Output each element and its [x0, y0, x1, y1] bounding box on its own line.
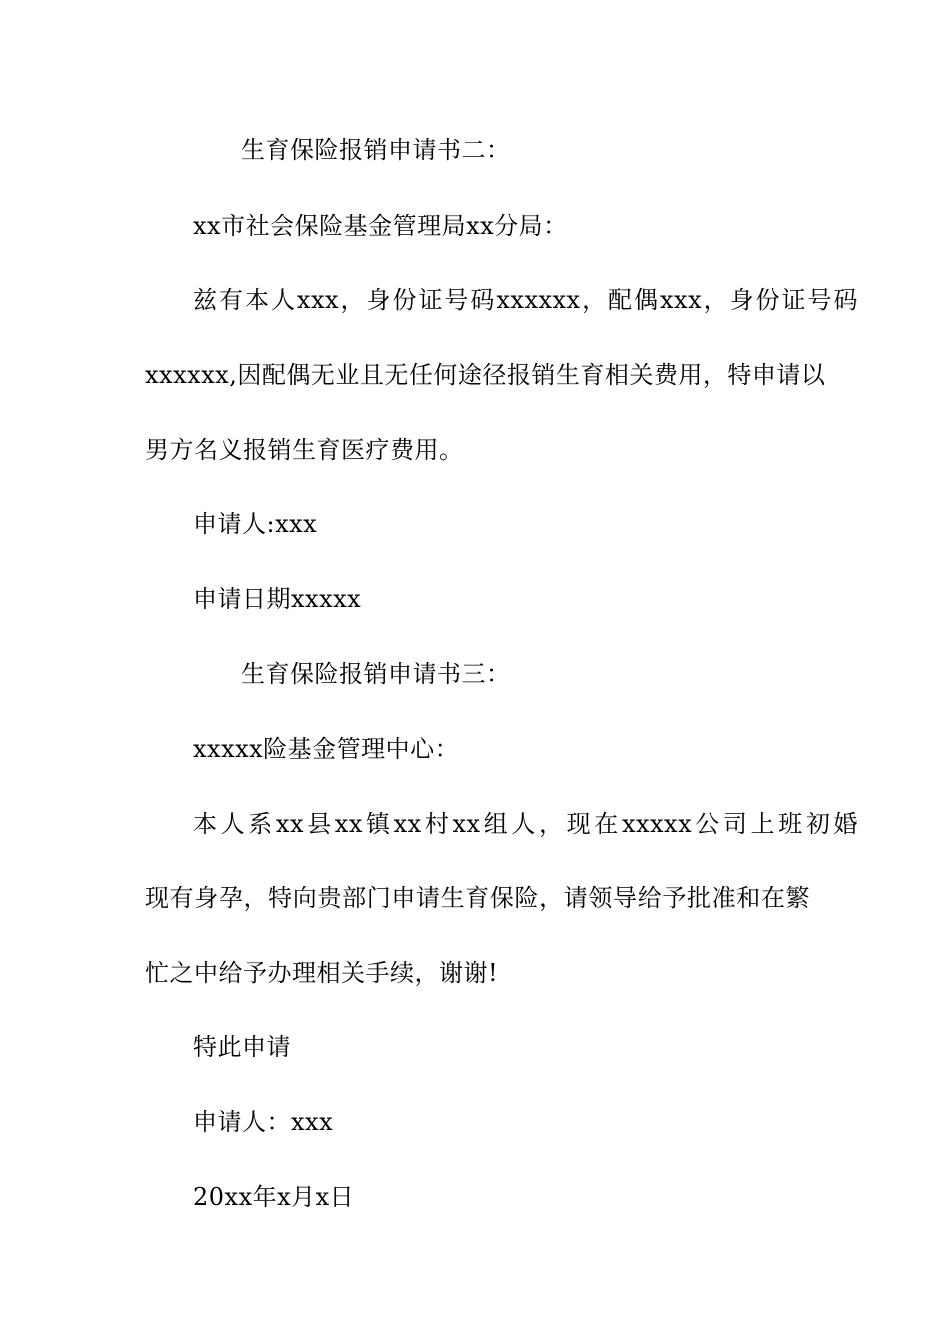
section2-body-line-1: 兹有本人xxx，身份证号码xxxxxx，配偶xxx，身份证号码 [193, 286, 858, 314]
section3-body-line-2: 现有身孕，特向贵部门申请生育保险，请领导给予批准和在繁 [145, 884, 810, 912]
section3-closing: 特此申请 [193, 1033, 291, 1061]
section3-date: 20xx年x月x日 [193, 1183, 355, 1211]
section3-body-line-3: 忙之中给予办理相关手续，谢谢! [145, 959, 499, 987]
section2-heading: 生育保险报销申请书二： [241, 136, 511, 164]
section2-applicant: 申请人:xxx [193, 510, 318, 538]
section2-body-line-2: xxxxxx,因配偶无业且无任何途径报销生育相关费用，特申请以 [145, 361, 826, 389]
section3-addressee: xxxxx险基金管理中心： [193, 735, 460, 763]
section2-addressee: xx市社会保险基金管理局xx分局： [193, 212, 568, 240]
section3-applicant: 申请人：xxx [193, 1108, 334, 1136]
section3-body-line-1: 本人系xx县xx镇xx村xx组人，现在xxxxx公司上班初婚 [193, 810, 858, 838]
section2-date: 申请日期xxxxx [193, 585, 362, 613]
section3-heading: 生育保险报销申请书三： [241, 660, 511, 688]
section2-body-line-3: 男方名义报销生育医疗费用。 [145, 436, 464, 464]
